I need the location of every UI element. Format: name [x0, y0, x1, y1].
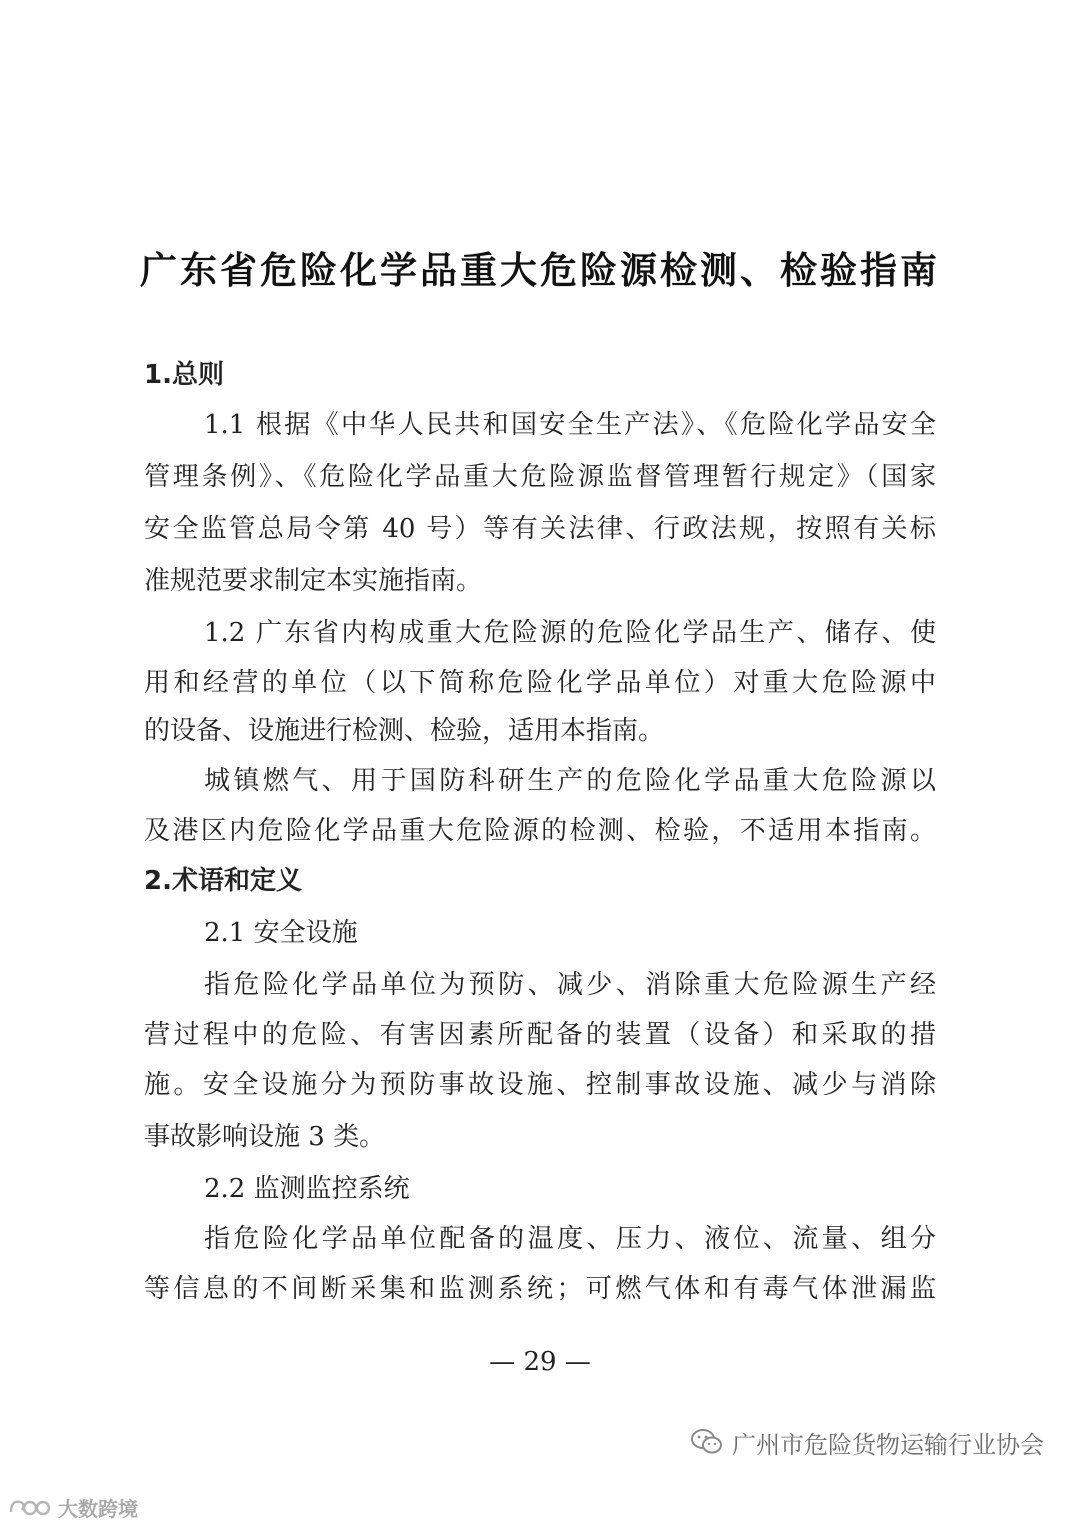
paragraph-line: 的设备、设施进行检测、检验，适用本指南。: [144, 716, 665, 746]
paragraph-line: 等信息的不间断采集和监测系统；可燃气体和有毒气体泄漏监: [144, 1274, 936, 1304]
section-heading-terms: 2.术语和定义: [144, 866, 302, 896]
subsection-heading-monitoring-system: 2.2 监测监控系统: [204, 1174, 410, 1204]
paragraph-line: 管理条例》、《危险化学品重大危险源监督管理暂行规定》（国家: [144, 462, 936, 492]
paragraph-line: 指危险化学品单位配备的温度、压力、液位、流量、组分: [204, 1224, 936, 1254]
paragraph-line: 营过程中的危险、有害因素所配备的装置（设备）和采取的措: [144, 1020, 936, 1050]
paragraph-line: 用和经营的单位（以下简称危险化学品单位）对重大危险源中: [144, 668, 936, 698]
paragraph-line: 指危险化学品单位为预防、减少、消除重大危险源生产经: [204, 970, 936, 1000]
paragraph-line: 安全监管总局令第 40 号）等有关法律、行政法规，按照有关标: [144, 514, 936, 544]
association-name: 广州市危险货物运输行业协会: [732, 1430, 1044, 1459]
brand-name: 大数跨境: [58, 1496, 138, 1521]
paragraph-line: 事故影响设施 3 类。: [144, 1122, 386, 1152]
paragraph-line: 城镇燃气、用于国防科研生产的危险化学品重大危险源以: [204, 766, 936, 796]
association-watermark: [690, 1422, 1044, 1462]
paragraph-line: 1.1 根据《中华人民共和国安全生产法》、《危险化学品安全: [204, 410, 936, 440]
paragraph-line: 准规范要求制定本实施指南。: [144, 566, 483, 596]
page-number: — 29 —: [489, 1347, 591, 1377]
brand-logo-icon: [8, 1496, 52, 1518]
wechat-icon: [690, 1428, 724, 1456]
paragraph-line: 1.2 广东省内构成重大危险源的危险化学品生产、储存、使: [204, 618, 936, 648]
brand-watermark: [8, 1492, 138, 1522]
paragraph-line: 及港区内危险化学品重大危险源的检测、检验，不适用本指南。: [144, 816, 936, 846]
section-heading-general: 1.总则: [144, 360, 224, 390]
document-title: 广东省危险化学品重大危险源检测、检验指南: [140, 249, 940, 292]
subsection-heading-safety-facilities: 2.1 安全设施: [204, 918, 358, 948]
paragraph-line: 施。安全设施分为预防事故设施、控制事故设施、减少与消除: [144, 1070, 936, 1100]
